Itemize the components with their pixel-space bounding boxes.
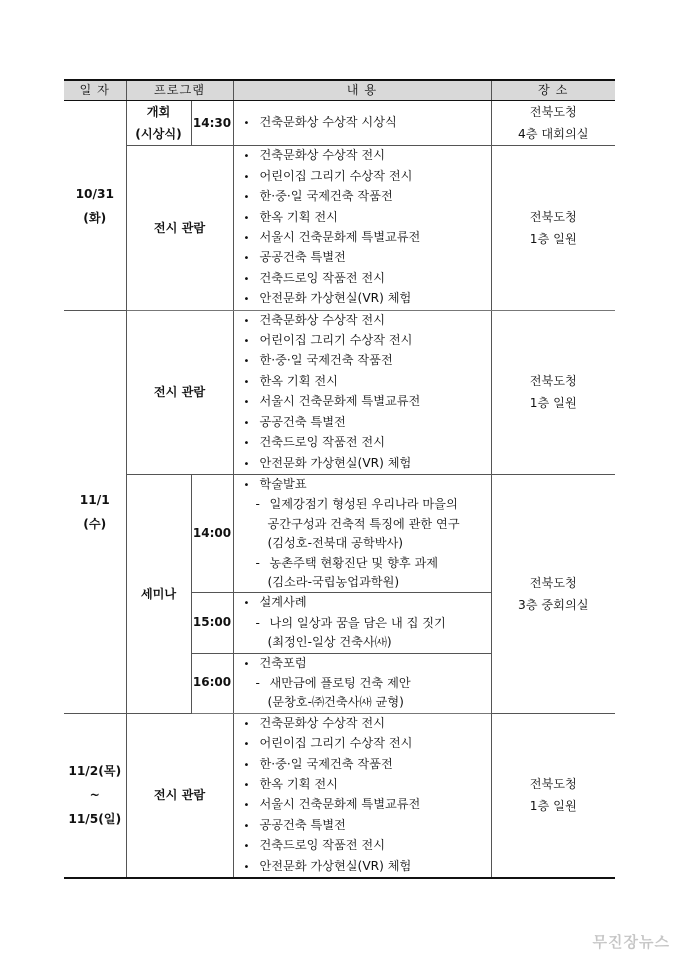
place-cell: 전북도청 1층 일원 xyxy=(491,713,615,878)
content-cell: • 건축문화상 수상작 시상식 xyxy=(233,101,491,146)
time-cell: 14:30 xyxy=(191,101,233,146)
header-place: 장 소 xyxy=(491,80,615,101)
table-row xyxy=(64,101,615,146)
table-row xyxy=(64,310,615,474)
place-cell: 전북도청 1층 일원 xyxy=(491,310,615,474)
date-cell-112-115: 11/2(목) ~ 11/5(일) xyxy=(64,713,126,878)
header-row xyxy=(64,80,615,101)
program-exhibit: 전시 관람 xyxy=(126,713,233,878)
table-row xyxy=(64,713,615,878)
time-cell: 14:00 xyxy=(191,474,233,592)
content-cell: • 학술발표 - 일제강점기 형성된 우리나라 마을의 공간구성과 건축적 특징에 관한 연구 (김성호-전북대 공학박사) - 농촌주택 현황진단 및 향후 과제 (김소라-국립농업과학원) xyxy=(233,474,491,592)
program-opening: 개회 (시상식) xyxy=(126,101,191,146)
content-cell: • 건축포럼 - 새만금에 플로팅 건축 제안 (문창호-㈜건축사㈔ 균형) xyxy=(233,653,491,713)
place-cell: 전북도청 1층 일원 xyxy=(491,146,615,310)
schedule-table xyxy=(64,79,615,879)
header-date: 일 자 xyxy=(64,80,126,101)
program-exhibit: 전시 관람 xyxy=(126,310,233,474)
date-cell-111: 11/1 (수) xyxy=(64,310,126,713)
table-row xyxy=(64,474,615,592)
watermark-logo: 무진장뉴스 xyxy=(592,933,670,951)
place-cell: 전북도청 4층 대회의실 xyxy=(491,101,615,146)
header-program: 프로그램 xyxy=(126,80,233,101)
table-row xyxy=(64,146,615,310)
header-content: 내 용 xyxy=(233,80,491,101)
program-exhibit: 전시 관람 xyxy=(126,146,233,310)
content-cell: • 건축문화상 수상작 전시 • 어린이집 그리기 수상작 전시 • 한·중·일 국제건축 작품전 • 한옥 기획 전시 • 서울시 건축문화제 특별교류전 • 공공건축 특별전 • 건축드로잉 작품전 전시 • 안전문화 가상현실(VR) 체험 xyxy=(233,713,491,878)
program-seminar: 세미나 xyxy=(126,474,191,713)
content-cell: • 건축문화상 수상작 전시 • 어린이집 그리기 수상작 전시 • 한·중·일 국제건축 작품전 • 한옥 기획 전시 • 서울시 건축문화제 특별교류전 • 공공건축 특별전 • 건축드로잉 작품전 전시 • 안전문화 가상현실(VR) 체험 xyxy=(233,310,491,474)
content-cell: • 건축문화상 수상작 전시 • 어린이집 그리기 수상작 전시 • 한·중·일 국제건축 작품전 • 한옥 기획 전시 • 서울시 건축문화제 특별교류전 • 공공건축 특별전 • 건축드로잉 작품전 전시 • 안전문화 가상현실(VR) 체험 xyxy=(233,146,491,310)
date-cell-1031: 10/31 (화) xyxy=(64,101,126,310)
content-cell: • 설계사례 - 나의 일상과 꿈을 담은 내 집 짓기 (최정인-일상 건축사㈔) xyxy=(233,593,491,653)
time-cell: 16:00 xyxy=(191,653,233,713)
place-cell: 전북도청 3층 중회의실 xyxy=(491,474,615,713)
time-cell: 15:00 xyxy=(191,593,233,653)
